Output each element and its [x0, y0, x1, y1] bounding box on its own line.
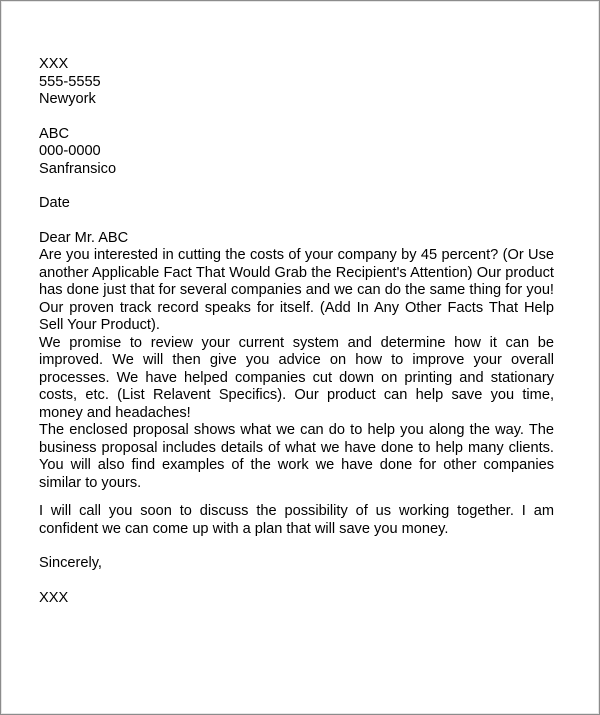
paragraph-4: I will call you soon to discuss the possibility of us working together. I am confident we can come up with a plan that will save you money.	[39, 503, 554, 537]
sender-address	[39, 56, 554, 109]
recipient-address	[39, 126, 554, 179]
salutation	[39, 230, 554, 248]
letter-date	[39, 195, 554, 213]
closing	[39, 555, 554, 573]
salutation-text: Dear Mr. ABC	[39, 229, 129, 246]
recipient-city: Sanfransico	[39, 160, 117, 177]
paragraph-3: The enclosed proposal shows what we can do to help you along the way. The business proposal includes details of what we have done to help many clients. You will also find examples of the work we have done for other companies similar to yours.	[39, 422, 554, 491]
signature-text: XXX	[39, 589, 69, 606]
recipient-phone: 000-0000	[39, 143, 101, 159]
sender-name: XXX	[39, 56, 69, 72]
letter-body	[39, 56, 554, 607]
sender-phone: 555-5555	[39, 73, 101, 90]
paragraph-1: Are you interested in cutting the costs of your company by 45 percent? (Or Use another Applicable Fact That Would Grab the Recipient's Attention) Our product has done just that for several companies and we can do the same thing for you! Our proven track record speaks for itself. (Add In Any Other Facts That Help Sell Your Product).	[39, 247, 554, 333]
sender-city: Newyork	[39, 91, 96, 107]
recipient-name: ABC	[39, 125, 70, 142]
closing-text: Sincerely,	[39, 555, 102, 571]
date-text: Date	[39, 195, 70, 211]
paragraph-2: We promise to review your current system and determine how it can be improved. We will then give you advice on how to improve your overall processes. We have helped companies cut down on printing and stationary costs, etc. (List Relavent Specifics). Our product can help save you time, money and headaches!	[39, 334, 554, 421]
signature	[39, 590, 554, 608]
